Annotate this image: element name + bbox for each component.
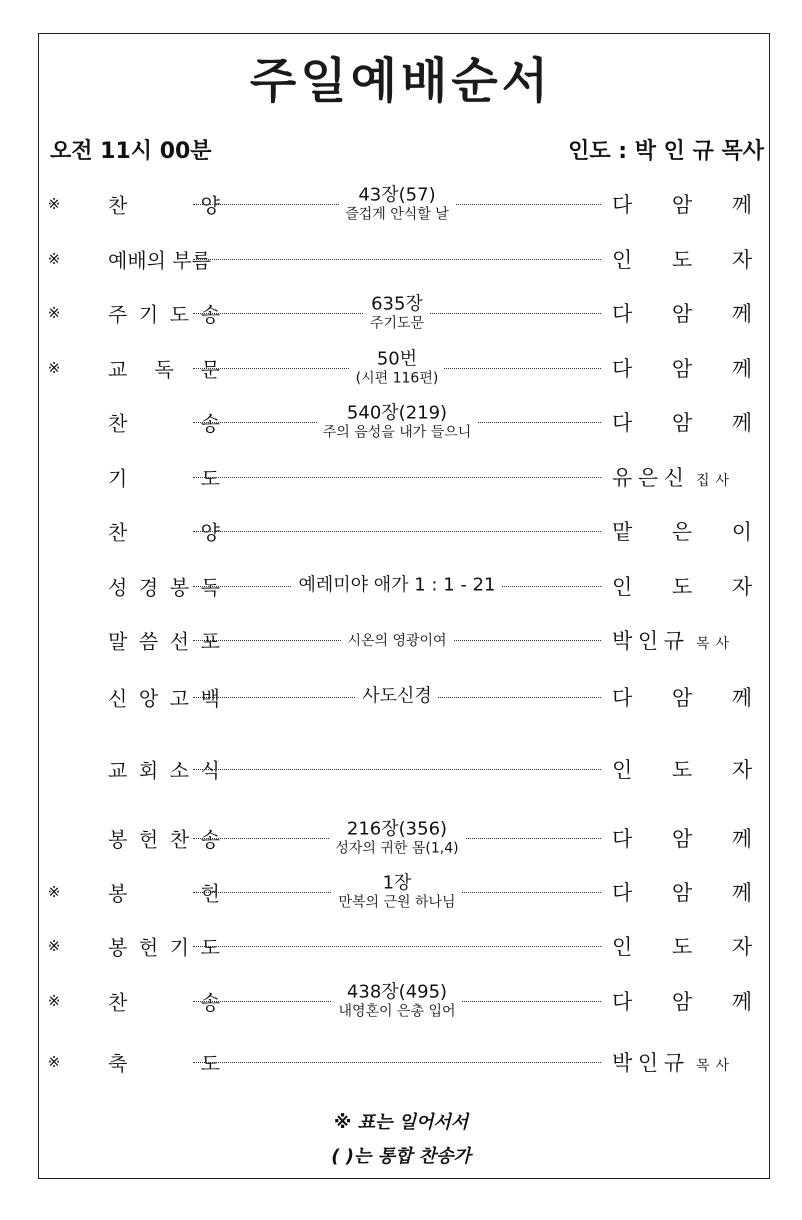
standing-mark: ※: [47, 883, 61, 901]
order-item: [40, 395, 770, 449]
performer-char: 암: [671, 881, 693, 905]
item-label-char: 소: [169, 758, 190, 783]
item-detail: [193, 294, 601, 331]
performer-char: 인: [637, 629, 659, 653]
item-label-char: 주: [108, 302, 128, 327]
hymn-title: 성자의 귀한 몸(1,4): [335, 840, 459, 857]
hymn-title: (시편 116편): [355, 370, 439, 387]
order-item: [40, 613, 770, 667]
item-label-char: 양: [200, 520, 220, 545]
item-label-char: 송: [200, 827, 220, 852]
performer-title: 집사: [696, 473, 736, 489]
performer-char: 께: [731, 686, 752, 710]
hymn-number: 216장(356): [346, 818, 448, 840]
item-label-char: 백: [200, 686, 220, 711]
item-performer: [612, 407, 752, 437]
performer-char: 유: [612, 466, 633, 490]
item-label-char: 도: [200, 466, 220, 491]
dotted-leader: [193, 769, 601, 770]
hymn-number: 43장(57): [358, 184, 436, 206]
item-detail: [193, 873, 601, 910]
performer-char: 박: [612, 1051, 633, 1075]
order-item: [40, 974, 770, 1028]
item-label-char: 기: [169, 935, 190, 960]
performer-char: 도: [671, 575, 693, 599]
item-label-char: 봉: [108, 881, 128, 906]
performer-char: 자: [731, 758, 752, 782]
item-performer: [612, 571, 752, 601]
item-label-char: 봉: [108, 935, 128, 960]
item-label-char: 봉: [108, 827, 128, 852]
item-label-char: 도: [169, 302, 190, 327]
performer-char: 인: [612, 758, 633, 782]
item-performer: [612, 244, 752, 274]
item-label-char: 기: [138, 302, 159, 327]
item-label-char: 찬: [169, 827, 190, 852]
performer-char: 암: [671, 193, 693, 217]
item-label-char: 교: [108, 357, 128, 382]
item-label-char: 신: [108, 686, 128, 711]
item-detail: [193, 576, 601, 597]
item-label-char: 송: [200, 302, 220, 327]
item-label-char: 찬: [108, 193, 128, 218]
item-label-char: 회: [138, 758, 159, 783]
performer-char: 자: [731, 248, 752, 272]
order-item: [40, 1035, 770, 1089]
item-label-char: 독: [154, 357, 174, 382]
item-label-char: 찬: [108, 520, 128, 545]
hymn-number: 540장(219): [346, 402, 448, 424]
order-item: [40, 742, 770, 796]
hymn-number: 438장(495): [346, 981, 448, 1003]
performer-char: 인: [612, 248, 633, 272]
performer-char: 인: [637, 1051, 659, 1075]
performer-char: 자: [731, 935, 752, 959]
item-label-char: 예배의 부름: [108, 248, 211, 273]
performer-char: 신: [663, 466, 684, 490]
order-item: [40, 559, 770, 613]
performer-title: 목사: [696, 636, 736, 652]
order-item: [40, 232, 770, 286]
item-label-char: 고: [169, 686, 190, 711]
performer-char: 박: [612, 629, 633, 653]
item-label-char: 헌: [200, 881, 220, 906]
item-label-char: 찬: [108, 411, 128, 436]
standing-mark: ※: [47, 195, 61, 213]
hymn-title: 내영혼이 은총 입어: [338, 1003, 456, 1020]
hymn-number: 사도신경: [362, 685, 432, 707]
item-label-char: 봉: [169, 575, 190, 600]
item-label-char: 헌: [138, 827, 159, 852]
item-performer: [612, 877, 752, 907]
standing-mark: ※: [47, 1053, 61, 1071]
performer-char: 다: [612, 686, 633, 710]
performer-char: 암: [671, 411, 693, 435]
item-performer: [612, 625, 752, 655]
order-item: [40, 670, 770, 724]
standing-mark: ※: [47, 992, 61, 1010]
item-label-char: 도: [200, 935, 220, 960]
item-performer: [612, 682, 752, 712]
item-detail: [193, 403, 601, 440]
item-label-char: 헌: [138, 935, 159, 960]
dotted-leader: [193, 259, 601, 260]
performer-char: 다: [612, 827, 633, 851]
item-detail: [193, 349, 601, 386]
performer-char: 께: [731, 881, 752, 905]
item-detail: [193, 185, 601, 222]
item-label-char: 축: [108, 1051, 128, 1076]
item-performer: [612, 516, 752, 546]
order-item: [40, 865, 770, 919]
performer-title: 목사: [696, 1058, 736, 1074]
item-label-char: 말: [108, 629, 128, 654]
service-time: 오전 11시 00분: [50, 139, 212, 164]
item-performer: [612, 298, 752, 328]
item-performer: [612, 823, 752, 853]
performer-char: 도: [671, 758, 693, 782]
order-item: [40, 177, 770, 231]
hymn-title: 시온의 영광이여: [347, 632, 447, 649]
hymn-number: 50번: [376, 348, 418, 370]
order-item: [40, 504, 770, 558]
item-detail: [193, 687, 601, 708]
standing-mark: ※: [47, 304, 61, 322]
performer-char: 암: [671, 302, 693, 326]
performer-char: 암: [671, 827, 693, 851]
performer-char: 맡: [612, 520, 633, 544]
service-leader: 인도 : 박 인 규 목사: [568, 139, 764, 164]
performer-char: 다: [612, 302, 633, 326]
performer-char: 도: [671, 935, 693, 959]
performer-char: 이: [731, 520, 752, 544]
performer-char: 께: [731, 302, 752, 326]
item-performer: [612, 986, 752, 1016]
dotted-leader: [193, 531, 601, 532]
performer-char: 암: [671, 686, 693, 710]
item-performer: [612, 754, 752, 784]
hymn-title: 즐겁게 안식할 날: [345, 206, 449, 223]
item-detail: [193, 631, 601, 649]
order-item: [40, 919, 770, 973]
performer-char: 께: [731, 990, 752, 1014]
hymn-title: 만복의 근원 하나님: [338, 894, 456, 911]
hymn-number: 635장: [371, 293, 423, 315]
order-item: [40, 450, 770, 504]
hymn-title: 주기도문: [369, 315, 425, 332]
standing-mark: ※: [47, 250, 61, 268]
performer-char: 다: [612, 193, 633, 217]
item-label-char: 양: [200, 193, 220, 218]
order-item: [40, 341, 770, 395]
item-label-char: 도: [200, 1051, 220, 1076]
item-label-char: 선: [169, 629, 190, 654]
performer-char: 께: [731, 193, 752, 217]
dotted-leader: [193, 477, 601, 478]
performer-char: 규: [663, 1051, 684, 1075]
performer-char: 은: [671, 520, 693, 544]
dotted-leader: [193, 1062, 601, 1063]
performer-char: 인: [612, 575, 633, 599]
item-label-char: 송: [200, 990, 220, 1015]
performer-char: 다: [612, 990, 633, 1014]
performer-char: 께: [731, 411, 752, 435]
item-label-char: 경: [138, 575, 159, 600]
item-performer: [612, 353, 752, 383]
hymn-number: 1장: [382, 872, 412, 894]
performer-char: 께: [731, 827, 752, 851]
performer-char: 암: [671, 357, 693, 381]
performer-char: 규: [663, 629, 684, 653]
page-title: 주일예배순서: [249, 53, 553, 109]
item-performer: [612, 189, 752, 219]
item-label-char: 찬: [108, 990, 128, 1015]
item-label-char: 씀: [138, 629, 159, 654]
performer-char: 다: [612, 881, 633, 905]
item-performer: [612, 1047, 752, 1077]
item-label-char: 성: [108, 575, 128, 600]
performer-char: 자: [731, 575, 752, 599]
item-performer: [612, 462, 752, 492]
dotted-leader: [193, 946, 601, 947]
standing-mark: ※: [47, 359, 61, 377]
item-label-char: 문: [200, 357, 220, 382]
item-label-char: 송: [200, 411, 220, 436]
item-detail: [193, 982, 601, 1019]
performer-char: 다: [612, 357, 633, 381]
performer-char: 도: [671, 248, 693, 272]
hymn-number: 예레미야 애가 1 : 1 - 21: [298, 574, 496, 596]
performer-char: 은: [637, 466, 659, 490]
footer-standing-note: ※ 표는 일어서서: [333, 1112, 469, 1133]
order-item: [40, 811, 770, 865]
hymn-title: 주의 음성을 내가 들으니: [322, 424, 472, 441]
performer-char: 께: [731, 357, 752, 381]
item-label-char: 교: [108, 758, 128, 783]
item-label-char: 포: [200, 629, 220, 654]
item-detail: [193, 819, 601, 856]
item-label-char: 식: [200, 758, 220, 783]
performer-char: 인: [612, 935, 633, 959]
item-label-char: 기: [108, 466, 128, 491]
order-item: [40, 286, 770, 340]
item-performer: [612, 931, 752, 961]
item-label-char: 독: [200, 575, 220, 600]
item-label-char: 앙: [138, 686, 159, 711]
footer-hymnal-note: ( )는 통합 찬송가: [331, 1146, 471, 1167]
performer-char: 다: [612, 411, 633, 435]
performer-char: 암: [671, 990, 693, 1014]
standing-mark: ※: [47, 937, 61, 955]
